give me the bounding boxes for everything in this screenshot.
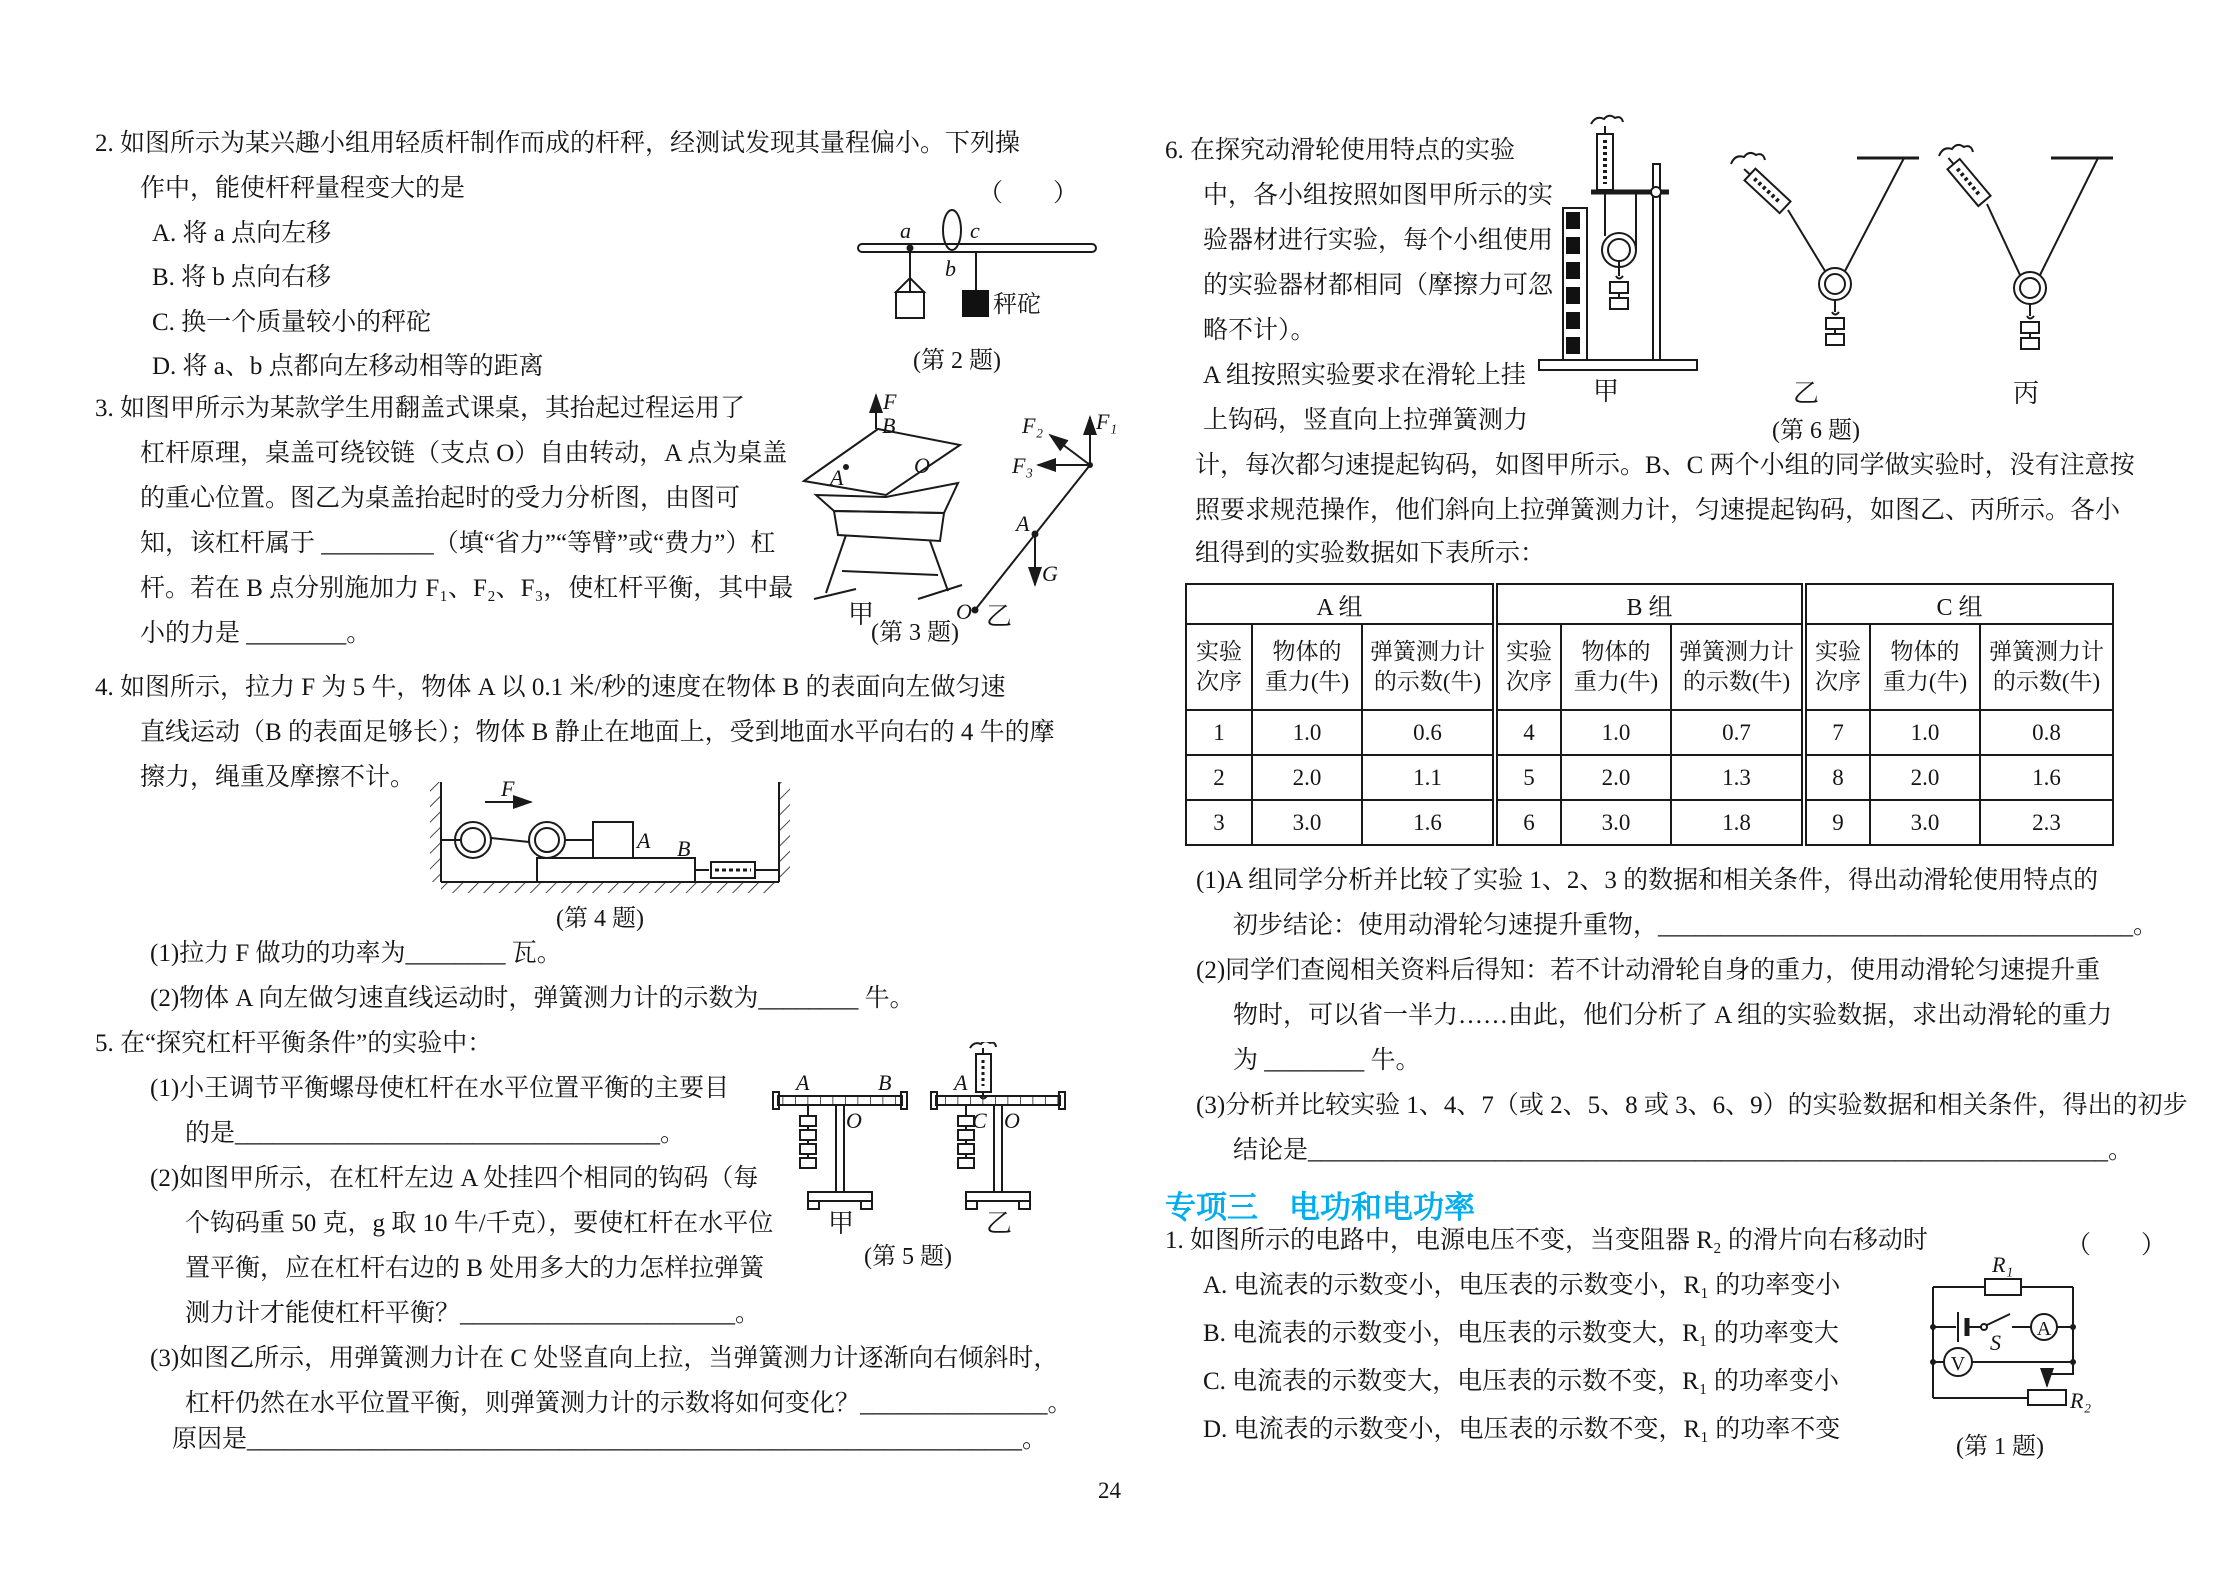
point-c-label: c: [970, 218, 980, 243]
sec3-p1-line-1: 1. 如图所示的电路中，电源电压不变，当变阻器 R₂ 的滑片向右移动时: [1165, 1227, 1928, 1254]
sub-figure-jia-label: 甲: [828, 1209, 855, 1238]
col-header: 实验 次序: [1186, 624, 1252, 710]
table-cell: 0.7: [1671, 710, 1804, 755]
point-a2-label: A: [954, 1070, 968, 1095]
p2-option-b: B. 将 b 点向右移: [152, 264, 332, 291]
group-a-header: A 组: [1186, 584, 1495, 624]
table-cell: 1.1: [1362, 755, 1495, 800]
table-cell: 1.6: [1980, 755, 2113, 800]
sec3-p1-answer-bracket: （ ）: [2066, 1232, 2167, 1259]
point-a2-label: A: [1016, 511, 1030, 536]
figure-circuit: [1920, 1256, 2210, 1431]
group-c-header: C 组: [1804, 584, 2113, 624]
p2-line-1: 2. 如图所示为某兴趣小组用轻质杆制作而成的杆秤，经测试发现其量程偏小。下列操: [95, 130, 1021, 157]
table-cell: 2.0: [1870, 755, 1980, 800]
sub-figure-bing-label: 丙: [2013, 379, 2040, 408]
p5-q3-line-2: 杠杆仍然在水平位置平衡，则弹簧测力计的示数将如何变化？_______________。: [185, 1390, 1073, 1417]
p6-line-9: 照要求规范操作，他们斜向上拉弹簧测力计，匀速提起钩码，如图乙、丙所示。各小: [1195, 497, 2121, 524]
p3-line-4: 知，该杠杆属于 _________（填“省力”“等臂”或“费力”）杠: [140, 530, 776, 557]
p4-line-3: 擦力，绳重及摩擦不计。: [140, 764, 416, 791]
p2-option-a: A. 将 a 点向左移: [152, 220, 332, 247]
p6-q3-line-2: 结论是________________________________________________________________。: [1233, 1137, 2134, 1164]
col-header: 物体的 重力(牛): [1561, 624, 1671, 710]
table-cell: 2.3: [1980, 800, 2113, 845]
p6-q2-line-2: 物时，可以省一半力……由此，他们分析了 A 组的实验数据，求出动滑轮的重力: [1233, 1002, 2113, 1029]
col-header: 物体的 重力(牛): [1870, 624, 1980, 710]
p5-q2-line-3: 置平衡，应在杠杆右边的 B 处用多大的力怎样拉弹簧: [185, 1255, 765, 1282]
table-cell: 7: [1804, 710, 1870, 755]
force-f1-label: F₁: [1096, 409, 1118, 434]
weight-label: 秤砣: [993, 292, 1041, 318]
p6-line-6: A 组按照实验要求在滑轮上挂: [1203, 362, 1526, 389]
voltmeter-symbol: V: [1950, 1353, 1966, 1375]
p6-line-3: 验器材进行实验，每个小组使用: [1203, 227, 1554, 254]
table-cell: 1: [1186, 710, 1252, 755]
table-cell: 3.0: [1561, 800, 1671, 845]
table-cell: 0.8: [1980, 710, 2113, 755]
figure-4-caption: (第 4 题): [556, 906, 644, 932]
figure-5-caption: (第 5 题): [864, 1244, 952, 1270]
sec3-p1-option-d: D. 电流表的示数变小，电压表的示数不变，R₁ 的功率不变: [1203, 1416, 1841, 1443]
point-a-label: a: [900, 218, 911, 243]
col-header: 实验 次序: [1804, 624, 1870, 710]
p5-intro: 5. 在“探究杠杆平衡条件”的实验中：: [95, 1030, 493, 1057]
p6-q3-line-1: (3)分析并比较实验 1、4、7（或 2、5、8 或 3、6、9）的实验数据和相关条件，得出的初步: [1196, 1092, 2188, 1119]
p5-q3-line-3: 原因是______________________________________________________________。: [172, 1426, 1048, 1453]
p5-q2-line-1: (2)如图甲所示，在杠杆左边 A 处挂四个相同的钩码（每: [150, 1165, 759, 1192]
p3-line-6: 小的力是 ________。: [140, 620, 372, 647]
p4-question-2: (2)物体 A 向左做匀速直线运动时，弹簧测力计的示数为________ 牛。: [150, 985, 915, 1012]
p4-line-1: 4. 如图所示，拉力 F 为 5 牛，物体 A 以 0.1 米/秒的速度在物体 B 的表面向左做匀速: [95, 674, 1006, 701]
sub-figure-yi-label: 乙: [1793, 379, 1820, 408]
p3-line-3: 的重心位置。图乙为桌盖抬起时的受力分析图，由图可: [140, 485, 741, 512]
p6-line-8: 计，每次都匀速提起钩码，如图甲所示。B、C 两个小组的同学做实验时，没有注意按: [1195, 452, 2135, 479]
p6-q2-line-1: (2)同学们查阅相关资料后得知：若不计动滑轮自身的重力，使用动滑轮匀速提升重: [1196, 957, 2101, 984]
table-cell: 6: [1495, 800, 1561, 845]
figure-pulley-experiment: [1535, 112, 2135, 412]
col-header: 弹簧测力计 的示数(牛): [1362, 624, 1495, 710]
p6-line-4: 的实验器材都相同（摩擦力可忽: [1203, 272, 1554, 299]
figure-3-caption: (第 3 题): [871, 620, 959, 646]
page-number: 24: [1098, 1478, 1121, 1503]
p5-q3-line-1: (3)如图乙所示，用弹簧测力计在 C 处竖直向上拉，当弹簧测力计逐渐向右倾斜时，: [150, 1345, 1059, 1372]
point-a1-label: A: [796, 1070, 810, 1095]
experiment-data-table: [1185, 583, 2114, 846]
point-b-label: B: [882, 413, 896, 438]
p2-option-d: D. 将 a、b 点都向左移动相等的距离: [152, 353, 544, 380]
force-f3-label: F₃: [1012, 453, 1034, 478]
p6-line-2: 中，各小组按照如图甲所示的实: [1203, 182, 1554, 209]
resistor-r1-label: R₁: [1992, 1256, 2014, 1277]
table-cell: 3.0: [1252, 800, 1362, 845]
p6-line-5: 略不计）。: [1203, 317, 1316, 344]
table-cell: 2: [1186, 755, 1252, 800]
table-cell: 1.6: [1362, 800, 1495, 845]
pivot-o2-label: O: [956, 599, 972, 624]
point-c-label: C: [972, 1108, 987, 1133]
table-cell: 2.0: [1252, 755, 1362, 800]
block-a-label: A: [637, 828, 651, 853]
table-cell: 1.3: [1671, 755, 1804, 800]
col-header: 物体的 重力(牛): [1252, 624, 1362, 710]
group-b-header: B 组: [1495, 584, 1804, 624]
block-b-label: B: [677, 836, 691, 861]
sub-figure-jia-label: 甲: [1593, 377, 1620, 406]
table-cell: 8: [1804, 755, 1870, 800]
force-f2-label: F₂: [1022, 413, 1044, 438]
force-f-label: F: [883, 389, 897, 414]
sub-figure-yi-label: 乙: [986, 602, 1013, 627]
table-cell: 2.0: [1561, 755, 1671, 800]
rheostat-r2-label: R₂: [2070, 1388, 2092, 1413]
p5-q1-line-2: 的是__________________________________。: [185, 1120, 686, 1147]
p2-option-c: C. 换一个质量较小的秤砣: [152, 309, 432, 336]
sec3-p1-option-b: B. 电流表的示数变小，电压表的示数变大，R₁ 的功率变大: [1203, 1320, 1839, 1347]
figure-lever-stands: [770, 1042, 1070, 1254]
p4-question-1: (1)拉力 F 做功的功率为________ 瓦。: [150, 940, 562, 967]
section-title: 专项三 电功和电功率: [1165, 1190, 1475, 1225]
sec3-p1-option-c: C. 电流表的示数变大，电压表的示数不变，R₁ 的功率变小: [1203, 1368, 1839, 1395]
p6-q2-line-3: 为 ________ 牛。: [1233, 1047, 1421, 1074]
table-cell: 1.8: [1671, 800, 1804, 845]
point-a-label: A: [830, 465, 844, 490]
table-cell: 9: [1804, 800, 1870, 845]
figure-2-caption: (第 2 题): [913, 348, 1001, 374]
p5-q2-line-2: 个钩码重 50 克，g 取 10 牛/千克），要使杠杆在水平位: [185, 1210, 774, 1237]
sub-figure-yi-label: 乙: [986, 1209, 1013, 1238]
col-header: 弹簧测力计 的示数(牛): [1980, 624, 2113, 710]
point-b-label: b: [945, 256, 956, 281]
gravity-g-label: G: [1042, 561, 1058, 586]
col-header: 弹簧测力计 的示数(牛): [1671, 624, 1804, 710]
p4-line-2: 直线运动（B 的表面足够长）；物体 B 静止在地面上，受到地面水平向右的 4 牛的摩: [140, 719, 1055, 746]
p5-q2-line-4: 测力计才能使杠杆平衡？______________________。: [185, 1300, 761, 1327]
p3-line-1: 3. 如图甲所示为某款学生用翻盖式课桌，其抬起过程运用了: [95, 395, 746, 422]
p6-line-1: 6. 在探究动滑轮使用特点的实验: [1165, 137, 1516, 164]
sec3-p1-option-a: A. 电流表的示数变小，电压表的示数变小，R₁ 的功率变小: [1203, 1272, 1841, 1299]
p6-q1-line-1: (1)A 组同学分析并比较了实验 1、2、3 的数据和相关条件，得出动滑轮使用特点的: [1196, 867, 2099, 894]
p3-line-2: 杠杆原理，桌盖可绕铰链（支点 O）自由转动，A 点为桌盖: [140, 440, 788, 467]
table-cell: 1.0: [1561, 710, 1671, 755]
figure-pulley-blocks: [425, 780, 795, 902]
pivot-o1-label: O: [846, 1108, 862, 1133]
p3-line-5: 杆。若在 B 点分别施加力 F₁、F₂、F₃，使杠杆平衡，其中最: [140, 575, 794, 602]
pivot-o-label: O: [914, 453, 930, 478]
figure-1-caption: (第 1 题): [1956, 1434, 2044, 1460]
p6-q1-line-2: 初步结论：使用动滑轮匀速提升重物，______________________________________。: [1233, 912, 2159, 939]
p2-answer-bracket: （ ）: [978, 180, 1079, 207]
figure-desk-lever: [790, 385, 1140, 627]
table-cell: 0.6: [1362, 710, 1495, 755]
p5-q1-line-1: (1)小王调节平衡螺母使杠杆在水平位置平衡的主要目: [150, 1075, 730, 1102]
table-cell: 1.0: [1870, 710, 1980, 755]
force-f-label: F: [501, 780, 515, 801]
pivot-o2-label: O: [1004, 1108, 1020, 1133]
table-cell: 3: [1186, 800, 1252, 845]
point-b1-label: B: [878, 1070, 892, 1095]
figure-6-caption: (第 6 题): [1772, 418, 1860, 444]
table-cell: 4: [1495, 710, 1561, 755]
table-cell: 3.0: [1870, 800, 1980, 845]
p6-line-10: 组得到的实验数据如下表所示：: [1195, 540, 1546, 567]
table-cell: 1.0: [1252, 710, 1362, 755]
ammeter-symbol: A: [2036, 1318, 2052, 1340]
sub-figure-jia-label: 甲: [848, 600, 875, 627]
figure-steelyard: [852, 192, 1102, 342]
switch-s-label: S: [1990, 1330, 2001, 1355]
table-cell: 5: [1495, 755, 1561, 800]
p2-line-2: 作中，能使杆秤量程变大的是: [140, 175, 466, 202]
p6-line-7: 上钩码，竖直向上拉弹簧测力: [1203, 407, 1529, 434]
col-header: 实验 次序: [1495, 624, 1561, 710]
